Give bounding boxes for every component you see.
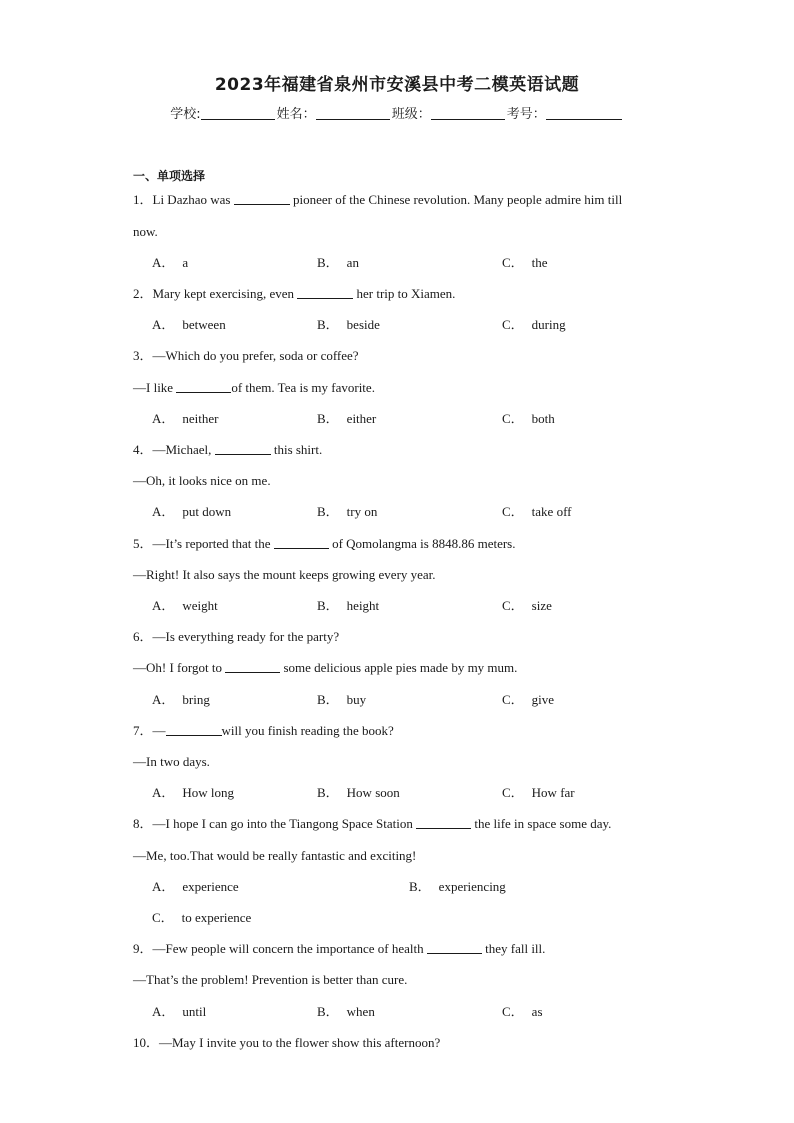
option-text: during (531, 317, 566, 332)
question-8-option-b[interactable] (409, 879, 506, 895)
question-9-option-a[interactable] (152, 1004, 206, 1020)
option-key: B． (317, 411, 339, 426)
number-blank[interactable] (546, 106, 622, 120)
answer-blank[interactable] (297, 286, 353, 299)
question-4-option-a[interactable] (152, 504, 231, 520)
school-label: 学校: (170, 107, 201, 122)
option-key: A． (152, 411, 175, 426)
option-text: between (182, 317, 226, 332)
option-key: C． (502, 504, 524, 519)
option-text: height (346, 598, 380, 613)
option-key: A． (152, 317, 175, 332)
option-key: A． (152, 598, 175, 613)
question-8-line-2 (133, 848, 416, 864)
option-text: a (182, 255, 189, 270)
option-text: put down (182, 504, 232, 519)
option-key: B． (317, 317, 339, 332)
question-5-line-2 (133, 567, 436, 583)
option-text: bring (182, 692, 210, 707)
section-heading: 一、单项选择 (133, 169, 206, 183)
option-key: B． (317, 504, 339, 519)
option-text: give (531, 692, 555, 707)
question-5-option-a[interactable] (152, 598, 218, 614)
question-4-option-b[interactable] (317, 504, 377, 520)
question-text: 2．Mary kept exercising, even (133, 286, 298, 301)
question-3-option-a[interactable] (152, 411, 218, 427)
question-8-option-c[interactable] (152, 910, 251, 926)
question-8-line-1 (133, 816, 611, 832)
question-5-line-1 (133, 536, 515, 552)
question-text: of Qomolangma is 8848.86 meters. (328, 536, 516, 551)
option-text: How long (182, 785, 235, 800)
question-text: will you finish reading the book? (221, 723, 394, 738)
question-2-option-c[interactable] (502, 317, 566, 333)
option-key: C． (502, 785, 524, 800)
question-7-line-1 (133, 723, 394, 739)
question-text: pioneer of the Chinese revolution. Many people admire him till (289, 192, 623, 207)
option-text: take off (531, 504, 572, 519)
question-8-option-a[interactable] (152, 879, 239, 895)
option-key: A． (152, 255, 175, 270)
question-text: of them. Tea is my favorite. (231, 380, 375, 395)
question-text: 9．—Few people will concern the importance of health (133, 941, 427, 956)
question-text: —In two days. (133, 754, 210, 769)
option-key: C． (152, 910, 174, 925)
question-text: 1．Li Dazhao was (133, 192, 234, 207)
class-blank[interactable] (431, 106, 505, 120)
question-1-line-1 (133, 192, 622, 208)
option-key: B． (317, 255, 339, 270)
question-text: they fall ill. (481, 941, 546, 956)
question-6-option-b[interactable] (317, 692, 366, 708)
option-key: A． (152, 1004, 175, 1019)
option-text: buy (346, 692, 367, 707)
answer-blank[interactable] (166, 723, 222, 736)
option-text: until (182, 1004, 207, 1019)
question-text: 6．—Is everything ready for the party? (133, 629, 340, 644)
option-text: How far (531, 785, 575, 800)
question-2-option-a[interactable] (152, 317, 226, 333)
option-key: C． (502, 317, 524, 332)
option-text: an (346, 255, 359, 270)
question-text: —I like (133, 380, 177, 395)
question-6-line-2 (133, 660, 517, 676)
option-key: C． (502, 255, 524, 270)
option-text: when (346, 1004, 375, 1019)
question-4-option-c[interactable] (502, 504, 572, 520)
question-7-option-c[interactable] (502, 785, 575, 801)
question-3-line-1 (133, 348, 359, 364)
option-text: try on (346, 504, 378, 519)
option-key: C． (502, 598, 524, 613)
student-info-line (0, 103, 794, 122)
question-text: 4．—Michael, (133, 442, 215, 457)
answer-blank[interactable] (225, 660, 280, 673)
question-6-line-1 (133, 629, 339, 645)
option-text: beside (346, 317, 380, 332)
question-1-option-c[interactable] (502, 255, 548, 271)
question-9-line-2 (133, 972, 407, 988)
option-text: both (531, 411, 555, 426)
option-key: B． (409, 879, 431, 894)
question-3-line-2 (133, 380, 375, 396)
question-3-option-b[interactable] (317, 411, 376, 427)
number-label: 考号： (506, 107, 546, 122)
page-title: 2023年福建省泉州市安溪县中考二模英语试题 (214, 75, 580, 95)
option-text: weight (182, 598, 218, 613)
question-9-option-c[interactable] (502, 1004, 543, 1020)
question-10-line-1 (133, 1035, 440, 1051)
option-key: A． (152, 504, 175, 519)
option-text: either (346, 411, 377, 426)
option-text: neither (182, 411, 219, 426)
school-blank[interactable] (201, 106, 275, 120)
answer-blank[interactable] (176, 380, 231, 393)
question-text: —That’s the problem! Prevention is better than cure. (133, 972, 408, 987)
question-3-option-c[interactable] (502, 411, 555, 427)
question-7-option-b[interactable] (317, 785, 400, 801)
option-key: C． (502, 692, 524, 707)
name-blank[interactable] (316, 106, 390, 120)
answer-blank[interactable] (427, 941, 482, 954)
question-text: some delicious apple pies made by my mum. (280, 660, 518, 675)
question-text: this shirt. (270, 442, 323, 457)
name-label: 姓名： (276, 107, 316, 122)
option-key: A． (152, 785, 175, 800)
question-text: —Oh! I forgot to (133, 660, 226, 675)
question-6-option-c[interactable] (502, 692, 554, 708)
question-text: the life in space some day. (471, 816, 612, 831)
question-text: now. (133, 224, 158, 239)
answer-blank[interactable] (274, 536, 329, 549)
question-text: 7．— (133, 723, 166, 738)
question-2-line-1 (133, 286, 455, 302)
answer-blank[interactable] (234, 192, 290, 205)
option-text: experience (182, 879, 239, 894)
option-key: B． (317, 598, 339, 613)
question-9-line-1 (133, 941, 545, 957)
question-text: —Oh, it looks nice on me. (133, 473, 271, 488)
option-key: A． (152, 879, 175, 894)
option-text: size (531, 598, 552, 613)
option-key: B． (317, 1004, 339, 1019)
question-text: 5．—It’s reported that the (133, 536, 274, 551)
question-4-line-1 (133, 442, 322, 458)
option-text: experiencing (438, 879, 506, 894)
question-6-option-a[interactable] (152, 692, 210, 708)
question-text: —Me, too.That would be really fantastic and exciting! (133, 848, 417, 863)
answer-blank[interactable] (215, 442, 271, 455)
option-text: to experience (181, 910, 252, 925)
question-text: —Right! It also says the mount keeps growing every year. (133, 567, 436, 582)
question-text: her trip to Xiamen. (353, 286, 456, 301)
question-1-option-a[interactable] (152, 255, 188, 271)
question-4-line-2 (133, 473, 271, 489)
question-5-option-b[interactable] (317, 598, 379, 614)
option-key: B． (317, 785, 339, 800)
option-text: How soon (346, 785, 400, 800)
question-1-option-b[interactable] (317, 255, 359, 271)
question-2-option-b[interactable] (317, 317, 380, 333)
question-text: 3．—Which do you prefer, soda or coffee? (133, 348, 359, 363)
option-key: B． (317, 692, 339, 707)
class-label: 班级： (391, 107, 431, 122)
question-text: 8．—I hope I can go into the Tiangong Space Station (133, 816, 417, 831)
option-text: the (531, 255, 548, 270)
question-7-line-2 (133, 754, 210, 770)
question-9-option-b[interactable] (317, 1004, 375, 1020)
question-5-option-c[interactable] (502, 598, 552, 614)
question-text: 10．—May I invite you to the flower show this afternoon? (133, 1035, 441, 1050)
question-7-option-a[interactable] (152, 785, 234, 801)
option-key: C． (502, 1004, 524, 1019)
option-text: as (531, 1004, 543, 1019)
option-key: A． (152, 692, 175, 707)
answer-blank[interactable] (416, 816, 471, 829)
option-key: C． (502, 411, 524, 426)
question-1-line-2 (133, 224, 158, 240)
